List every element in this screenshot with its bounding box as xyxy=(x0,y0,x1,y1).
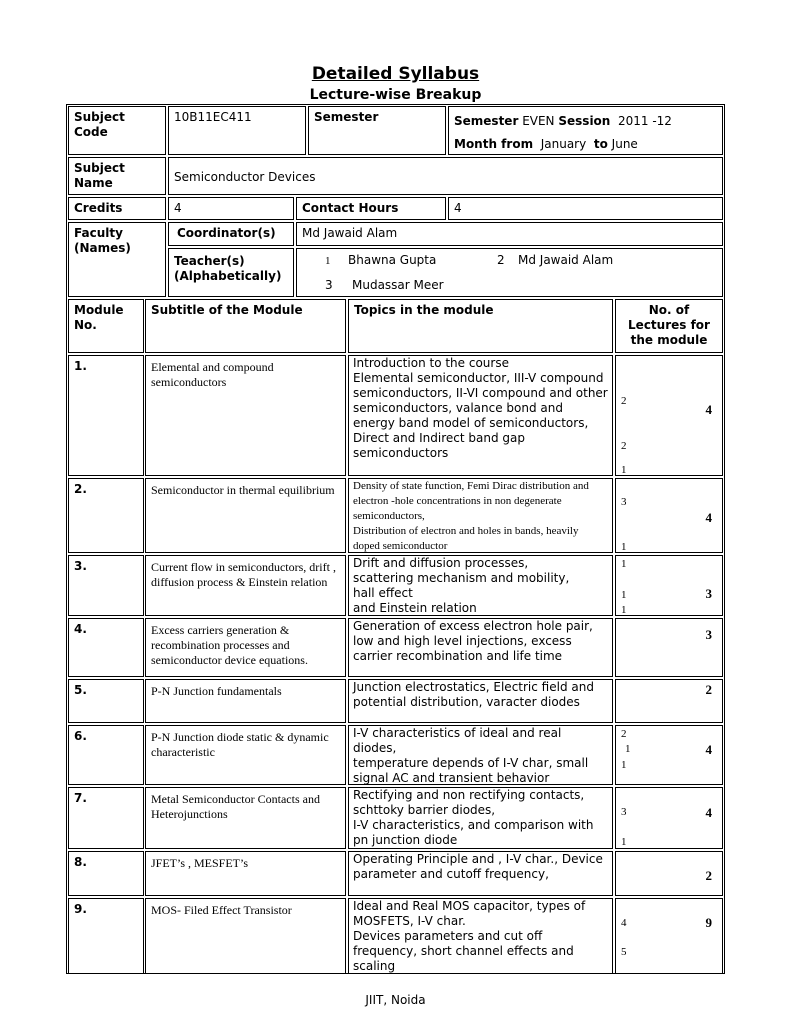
module-lectures-cell xyxy=(615,851,723,896)
module-topics: Ideal and Real MOS capacitor, types of MOSFETS, I-V char. Devices parameters and cut off frequency, short channel effects and scaling xyxy=(348,898,613,974)
module-topics: Introduction to the course Elemental semiconductor, III-V compound semiconductors, II-VI compound and other semiconductors, valance bond and energy band model of semiconductors, Direct and Indirect band gap semiconductors xyxy=(348,355,613,476)
document-subtitle: Lecture-wise Breakup xyxy=(309,87,482,103)
semester-session-cell xyxy=(448,106,723,155)
teacher-2-num: 2 xyxy=(497,253,505,267)
semester-label-2: Semester xyxy=(454,114,519,128)
teacher-2-name: Md Jawaid Alam xyxy=(518,253,614,267)
module-sub-lecture: 3 xyxy=(621,806,627,818)
module-sub-lecture: 4 xyxy=(621,917,627,929)
module-number: 4. xyxy=(68,618,144,677)
month-to-value: June xyxy=(611,137,638,151)
module-lecture-total: 3 xyxy=(705,586,712,601)
module-number: 5. xyxy=(68,679,144,723)
teacher-3-num: 3 xyxy=(325,278,333,292)
module-lecture-total: 3 xyxy=(705,627,712,642)
to-label: to xyxy=(593,137,608,151)
teacher-3-name: Mudassar Meer xyxy=(352,278,444,292)
module-topics: Rectifying and non rectifying contacts, schttoky barrier diodes, I-V characteristics, and comparison with pn junction diode xyxy=(348,787,613,849)
column-header-subtitle: Subtitle of the Module xyxy=(145,299,346,353)
coordinator-value: Md Jawaid Alam xyxy=(296,222,723,246)
coordinator-label: Coordinator(s) xyxy=(168,222,294,246)
module-lectures-cell xyxy=(615,555,723,616)
faculty-label: Faculty (Names) xyxy=(68,222,166,297)
page-footer: JIIT, Noida xyxy=(365,993,426,1007)
column-header-lectures: No. of Lectures for the module xyxy=(615,299,723,353)
teacher-1-num: 1 xyxy=(325,255,331,267)
contact-hours-value: 4 xyxy=(448,197,723,220)
module-lecture-total: 4 xyxy=(705,402,712,417)
module-sub-lecture: 1 xyxy=(621,759,627,771)
month-from-value: January xyxy=(540,137,587,151)
module-number: 6. xyxy=(68,725,144,785)
module-subtitle: MOS- Filed Effect Transistor xyxy=(145,898,346,974)
module-number: 2. xyxy=(68,478,144,553)
module-lectures-cell xyxy=(615,355,723,476)
module-number: 9. xyxy=(68,898,144,974)
subject-name-value: Semiconductor Devices xyxy=(168,157,723,195)
subject-code-value: 10B11EC411 xyxy=(168,106,306,155)
module-sub-lecture: 2 xyxy=(621,728,627,740)
module-sub-lecture: 2 xyxy=(621,440,627,452)
module-number: 1. xyxy=(68,355,144,476)
document-title: Detailed Syllabus xyxy=(311,64,480,84)
module-subtitle: Current flow in semiconductors, drift , diffusion process & Einstein relation xyxy=(145,555,346,616)
module-number: 3. xyxy=(68,555,144,616)
module-subtitle: Excess carriers generation & recombination processes and semiconductor device equations. xyxy=(145,618,346,677)
module-number: 7. xyxy=(68,787,144,849)
module-sub-lecture: 1 xyxy=(621,464,627,476)
module-lectures-cell xyxy=(615,618,723,677)
teachers-label: Teacher(s) (Alphabetically) xyxy=(168,248,294,297)
module-topics: Operating Principle and , I-V char., Device parameter and cutoff frequency, xyxy=(348,851,613,896)
module-lecture-total: 2 xyxy=(705,682,712,697)
module-lectures-cell xyxy=(615,478,723,553)
module-subtitle: Elemental and compound semiconductors xyxy=(145,355,346,476)
module-sub-lecture: 2 xyxy=(621,395,627,407)
column-header-topics: Topics in the module xyxy=(348,299,613,353)
module-lectures-cell xyxy=(615,679,723,723)
module-subtitle: P-N Junction diode static & dynamic characteristic xyxy=(145,725,346,785)
module-topics: Junction electrostatics, Electric field and potential distribution, varacter diodes xyxy=(348,679,613,723)
column-header-module-no: Module No. xyxy=(68,299,144,353)
module-topics: Generation of excess electron hole pair, low and high level injections, excess carrier recombination and life time xyxy=(348,618,613,677)
contact-hours-label: Contact Hours xyxy=(296,197,446,220)
module-topics: Density of state function, Femi Dirac distribution and electron -hole concentrations in non degenerate semiconductors, Distribution of electron and holes in bands, heavily doped semiconductor xyxy=(348,478,613,553)
module-sub-lecture: 5 xyxy=(621,946,627,958)
module-lecture-total: 4 xyxy=(705,805,712,820)
module-lecture-total: 4 xyxy=(705,742,712,757)
credits-label: Credits xyxy=(68,197,166,220)
session-value: 2011 -12 xyxy=(617,114,672,128)
module-subtitle: P-N Junction fundamentals xyxy=(145,679,346,723)
module-subtitle: Semiconductor in thermal equilibrium xyxy=(145,478,346,553)
module-sub-lecture: 1 xyxy=(621,558,627,570)
module-sub-lecture: 1 xyxy=(621,836,627,848)
module-subtitle: JFET’s , MESFET’s xyxy=(145,851,346,896)
credits-value: 4 xyxy=(168,197,294,220)
module-lecture-total: 9 xyxy=(705,915,712,930)
module-sub-lecture: 3 xyxy=(621,496,627,508)
teachers-list xyxy=(296,248,723,297)
subject-name-label: Subject Name xyxy=(68,157,166,195)
module-subtitle: Metal Semiconductor Contacts and Heterojunctions xyxy=(145,787,346,849)
semester-value: EVEN xyxy=(522,114,555,128)
module-topics: I-V characteristics of ideal and real diodes, temperature depends of I-V char, small signal AC and transient behavior xyxy=(348,725,613,785)
session-label: Session xyxy=(558,114,611,128)
module-sub-lecture: 1 xyxy=(621,604,627,616)
module-lectures-cell xyxy=(615,898,723,974)
module-number: 8. xyxy=(68,851,144,896)
teacher-1-name: Bhawna Gupta xyxy=(348,253,437,267)
module-topics: Drift and diffusion processes, scattering mechanism and mobility, hall effect and Einstein relation xyxy=(348,555,613,616)
module-sub-lecture: 1 xyxy=(625,743,631,755)
module-lecture-total: 2 xyxy=(705,868,712,883)
module-lecture-total: 4 xyxy=(705,510,712,525)
module-sub-lecture: 1 xyxy=(621,589,627,601)
month-from-label: Month from xyxy=(454,137,534,151)
module-sub-lecture: 1 xyxy=(621,541,627,553)
semester-label: Semester xyxy=(308,106,446,155)
subject-code-label: Subject Code xyxy=(68,106,166,155)
module-lectures-cell xyxy=(615,725,723,785)
module-lectures-cell xyxy=(615,787,723,849)
